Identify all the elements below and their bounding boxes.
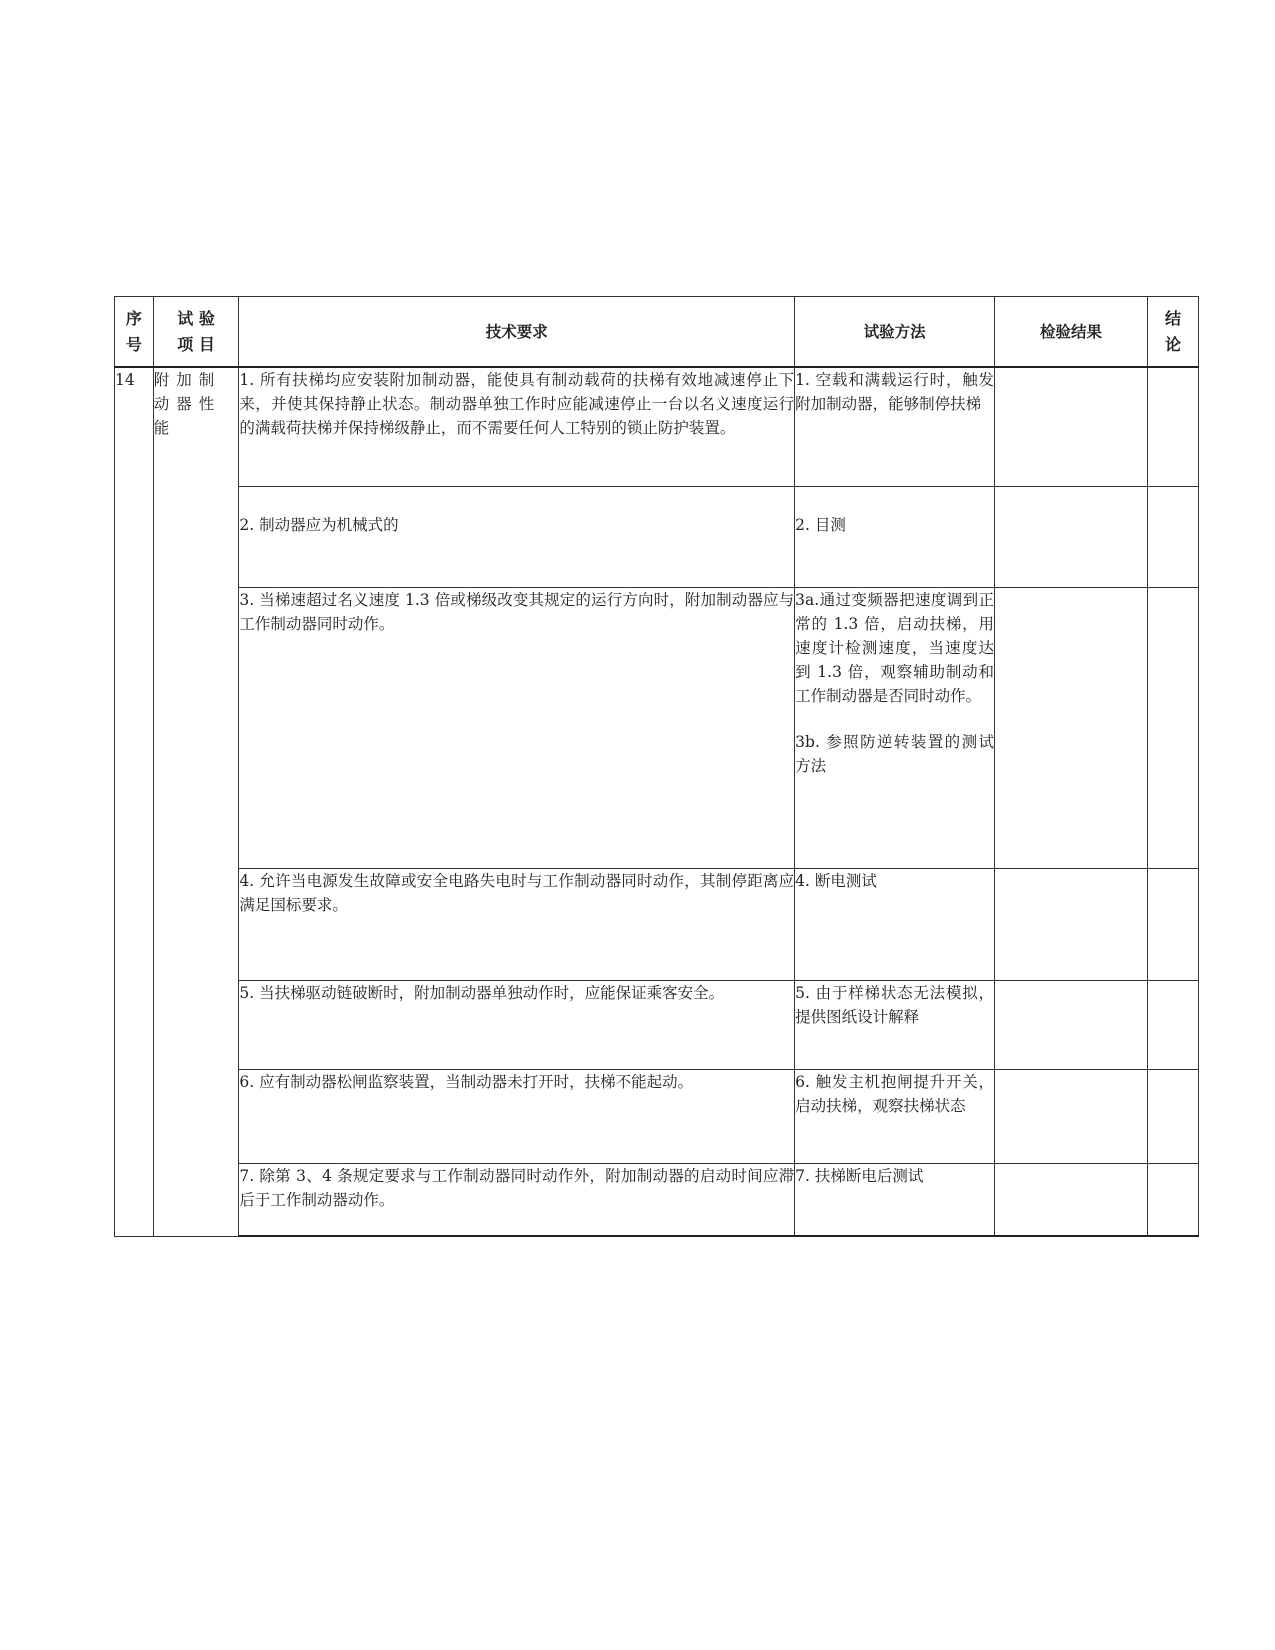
- conclusion-cell: [1147, 367, 1198, 486]
- header-requirement: 技术要求: [239, 297, 795, 368]
- method-cell: [795, 367, 995, 486]
- header-item: 试 验 项 目: [153, 297, 239, 368]
- requirement-cell: 2. 制动器应为机械式的: [239, 486, 795, 587]
- requirement-cell: 1. 所有扶梯均应安装附加制动器，能使具有制动载荷的扶梯有效地减速停止下来，并使其保持静止状态。制动器单独工作时应能减速停止一台以名义速度运行的满载荷扶梯并保持梯级静止，而不需要任何人工特别的锁止防护装置。: [239, 367, 795, 486]
- table-row: [115, 587, 1199, 868]
- header-conclusion: 结 论: [1147, 297, 1198, 368]
- inspection-table: [114, 296, 1199, 1237]
- conclusion-cell: [1147, 486, 1198, 587]
- method-text: 7. 扶梯断电后测试: [795, 1166, 924, 1185]
- table-row: [115, 980, 1199, 1069]
- requirement-cell: 6. 应有制动器松闸监察装置，当制动器未打开时，扶梯不能起动。: [239, 1069, 795, 1163]
- method-text: 4. 断电测试: [795, 871, 877, 890]
- method-cell: [795, 980, 995, 1069]
- result-cell: [995, 587, 1148, 868]
- method-text: 1. 空载和满载运行时，触发附加制动器，能够制停扶梯: [795, 371, 995, 413]
- header-result: 检验结果: [995, 297, 1148, 368]
- table-row: [115, 1069, 1199, 1163]
- conclusion-cell: [1147, 980, 1198, 1069]
- requirement-cell: 3. 当梯速超过名义速度 1.3 倍或梯级改变其规定的运行方向时，附加制动器应与工作制动器同时动作。: [239, 587, 795, 868]
- table-row: [115, 868, 1199, 980]
- method-text: 5. 由于样梯状态无法模拟，提供图纸设计解释: [795, 983, 995, 1026]
- conclusion-cell: [1147, 587, 1198, 868]
- requirement-cell: 7. 除第 3、4 条规定要求与工作制动器同时动作外，附加制动器的启动时间应滞后于工作制动器动作。: [239, 1163, 795, 1236]
- method-text: 6. 触发主机抱闸提升开关，启动扶梯，观察扶梯状态: [795, 1072, 995, 1115]
- method-cell: [795, 1163, 995, 1236]
- result-cell: [995, 486, 1148, 587]
- method-text: 2. 目测: [795, 515, 846, 534]
- section-item: 附加制动器性能: [153, 367, 239, 1236]
- method-cell: [795, 587, 995, 868]
- method-cell: [795, 1069, 995, 1163]
- header-method: 试验方法: [795, 297, 995, 368]
- method-text: 3b. 参照防逆转装置的测试方法: [795, 732, 995, 775]
- result-cell: [995, 868, 1148, 980]
- table-row: [115, 367, 1199, 486]
- method-text: 3a.通过变频器把速度调到正常的 1.3 倍，启动扶梯，用速度计检测速度，当速度达到 1.3 倍，观察辅助制动和工作制动器是否同时动作。: [795, 590, 995, 705]
- conclusion-cell: [1147, 1163, 1198, 1236]
- result-cell: [995, 1069, 1148, 1163]
- table-header-row: [115, 297, 1199, 368]
- method-cell: [795, 486, 995, 587]
- table-row: [115, 1163, 1199, 1236]
- conclusion-cell: [1147, 868, 1198, 980]
- result-cell: [995, 367, 1148, 486]
- result-cell: [995, 980, 1148, 1069]
- table-row: [115, 486, 1199, 587]
- requirement-cell: 5. 当扶梯驱动链破断时，附加制动器单独动作时，应能保证乘客安全。: [239, 980, 795, 1069]
- conclusion-cell: [1147, 1069, 1198, 1163]
- requirement-cell: 4. 允许当电源发生故障或安全电路失电时与工作制动器同时动作，其制停距离应满足国标要求。: [239, 868, 795, 980]
- method-cell: [795, 868, 995, 980]
- header-seq: 序 号: [115, 297, 154, 368]
- section-seq: 14: [115, 367, 154, 1236]
- result-cell: [995, 1163, 1148, 1236]
